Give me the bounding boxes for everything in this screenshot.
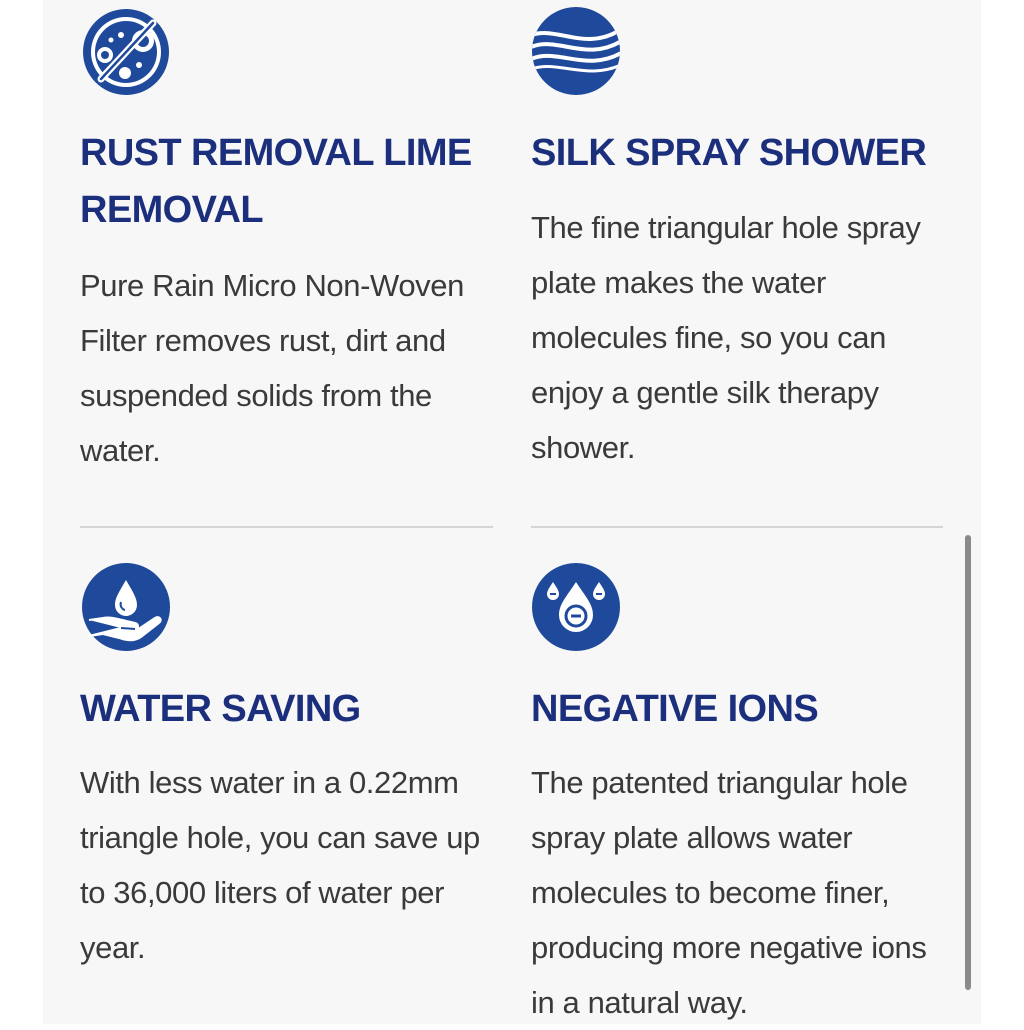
feature-description: Pure Rain Micro Non-Woven Filter removes rust, dirt and suspended solids from the water. [80, 268, 464, 468]
features-panel [43, 0, 981, 1024]
feature-title: NEGATIVE IONS [531, 688, 819, 730]
negative-ions-icon [531, 562, 621, 652]
feature-title: SILK SPRAY SHOWER [531, 132, 927, 174]
divider [80, 526, 493, 528]
feature-title: RUST REMOVAL LIME REMOVAL [80, 132, 472, 231]
feature-description: The patented triangular hole spray plate allows water molecules to become finer, producing more negative ions in a natural way. [531, 765, 927, 1020]
silk-spray-icon [531, 6, 621, 96]
feature-title: WATER SAVING [80, 688, 361, 730]
scrollbar[interactable] [965, 535, 971, 990]
water-saving-icon [81, 562, 171, 652]
feature-description: With less water in a 0.22mm triangle hole, you can save up to 36,000 liters of water per year. [80, 765, 480, 965]
divider [531, 526, 943, 528]
rust-removal-icon [81, 7, 171, 97]
feature-description: The fine triangular hole spray plate makes the water molecules fine, so you can enjoy a gentle silk therapy shower. [531, 210, 921, 465]
